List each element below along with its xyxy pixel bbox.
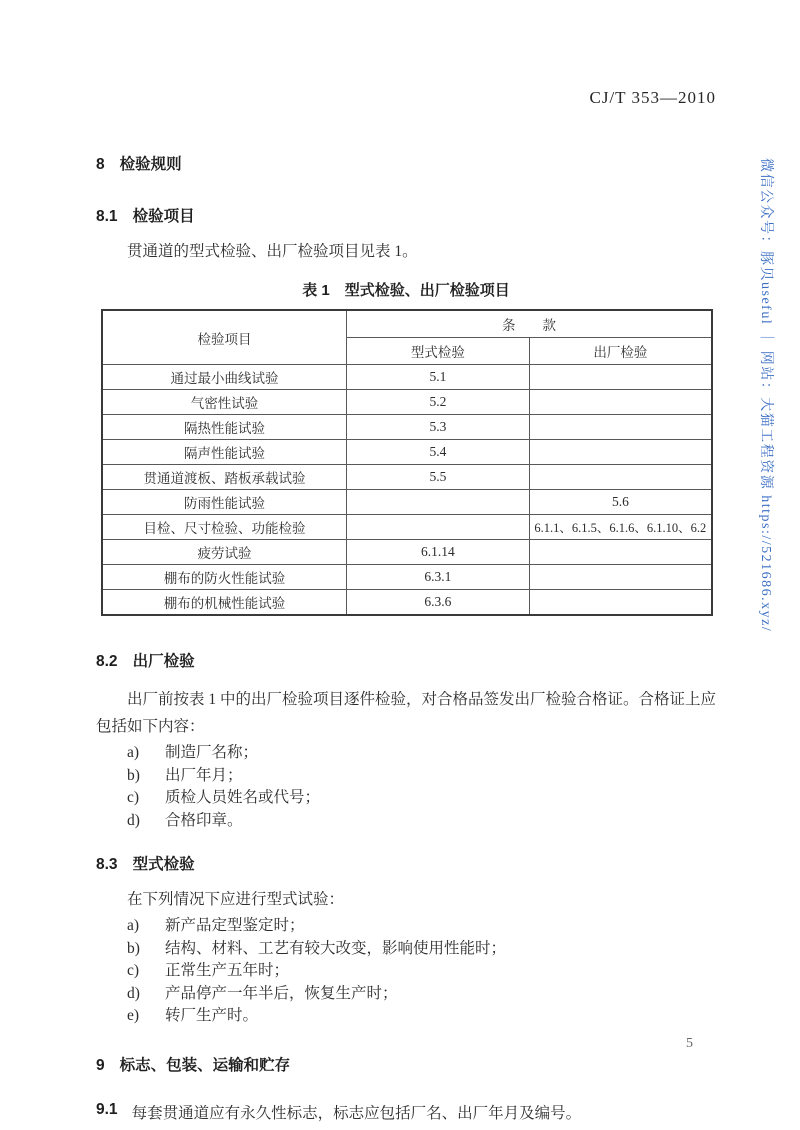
section-number: 8 xyxy=(96,156,105,173)
list-marker: c) xyxy=(127,962,140,979)
cell-type xyxy=(347,490,530,515)
list-text: 质检人员姓名或代号； xyxy=(165,789,321,806)
document-code: CJ/T 353—2010 xyxy=(589,88,716,107)
section-9-1-line xyxy=(96,1101,716,1123)
section-title: 检验项目 xyxy=(132,208,195,225)
list-item xyxy=(127,938,716,961)
cell-factory xyxy=(529,590,712,616)
list-text: 结构、材料、工艺有较大改变，影响使用性能时； xyxy=(165,939,507,957)
list-text: 产品停产一年半后，恢复生产时； xyxy=(165,984,398,1002)
table-row xyxy=(102,540,712,565)
list-marker: b) xyxy=(127,766,140,784)
cell-type: 5.1 xyxy=(347,365,530,390)
list-marker: a) xyxy=(127,744,140,761)
list-item xyxy=(127,787,716,810)
section-title: 出厂检验 xyxy=(132,653,195,670)
section-number: 9 xyxy=(96,1056,105,1074)
cell-item: 棚布的机械性能试验 xyxy=(102,590,347,616)
cell-factory: 6.1.1、6.1.5、6.1.6、6.1.10、6.2 xyxy=(529,515,712,540)
list-text: 正常生产五年时； xyxy=(165,962,290,979)
cell-factory xyxy=(529,440,712,465)
cell-type: 5.3 xyxy=(347,415,530,440)
section-8-3-paragraph: 在下列情况下应进行型式试验： xyxy=(127,891,345,908)
header-cell-item: 检验项目 xyxy=(102,310,347,365)
table-row xyxy=(102,365,712,390)
cell-item: 隔热性能试验 xyxy=(102,415,347,440)
list-item xyxy=(127,1005,716,1028)
table-row xyxy=(102,415,712,440)
list-item xyxy=(127,915,716,938)
section-8-heading xyxy=(96,152,716,174)
table-row xyxy=(102,440,712,465)
header-cell-clause: 条 款 xyxy=(347,310,713,338)
table-header-row xyxy=(102,310,712,338)
list-text: 制造厂名称； xyxy=(165,744,259,761)
list-marker: b) xyxy=(127,939,140,957)
cell-item: 隔声性能试验 xyxy=(102,440,347,465)
list-item xyxy=(127,960,716,983)
list-text: 新产品定型鉴定时； xyxy=(165,917,305,934)
cell-item: 疲劳试验 xyxy=(102,540,347,565)
page-content xyxy=(96,0,716,1123)
section-title: 标志、包装、运输和贮存 xyxy=(119,1056,291,1074)
list-marker: a) xyxy=(127,917,140,934)
list-item xyxy=(127,765,716,788)
list-item xyxy=(127,742,716,765)
cell-item: 贯通道渡板、踏板承载试验 xyxy=(102,465,347,490)
section-8-3-heading xyxy=(96,852,716,874)
section-number: 8.2 xyxy=(96,653,118,670)
section-8-3-list xyxy=(96,915,716,1028)
clause-text: 每套贯通道应有永久性标志，标志应包括厂名、出厂年月及编号。 xyxy=(131,1104,582,1122)
cell-item: 目检、尺寸检验、功能检验 xyxy=(102,515,347,540)
list-item xyxy=(127,810,716,833)
list-text: 转厂生产时。 xyxy=(165,1007,259,1024)
cell-type: 5.2 xyxy=(347,390,530,415)
list-item xyxy=(127,983,716,1006)
cell-factory xyxy=(529,415,712,440)
section-8-2-paragraph: 出厂前按表 1 中的出厂检验项目逐件检验，对合格品签发出厂检验合格证。合格证上应包括如下内容： xyxy=(96,691,717,735)
cell-factory xyxy=(529,390,712,415)
cell-factory xyxy=(529,565,712,590)
table-row xyxy=(102,565,712,590)
section-title: 型式检验 xyxy=(132,856,195,873)
section-number: 8.3 xyxy=(96,856,118,873)
header-cell-factory: 出厂检验 xyxy=(529,338,712,365)
cell-type: 6.1.14 xyxy=(347,540,530,565)
cell-item: 防雨性能试验 xyxy=(102,490,347,515)
cell-type: 6.3.6 xyxy=(347,590,530,616)
cell-type: 5.5 xyxy=(347,465,530,490)
section-8-1-paragraph: 贯通道的型式检验、出厂检验项目见表 1。 xyxy=(127,243,418,260)
header-cell-type: 型式检验 xyxy=(347,338,530,365)
table-1 xyxy=(101,309,713,616)
section-9-heading xyxy=(96,1053,716,1075)
watermark-text: 微信公众号：豚贝useful ｜ 网站：大猫工程资源 https://521686.xyz/ xyxy=(758,158,773,633)
list-text: 合格印章。 xyxy=(165,811,243,829)
table-row xyxy=(102,590,712,616)
list-marker: d) xyxy=(127,811,140,829)
cell-factory xyxy=(529,540,712,565)
list-marker: d) xyxy=(127,984,140,1002)
page-number: 5 xyxy=(686,1036,693,1051)
table-row xyxy=(102,490,712,515)
table-row xyxy=(102,515,712,540)
cell-factory xyxy=(529,465,712,490)
list-marker: c) xyxy=(127,789,140,806)
table-row xyxy=(102,390,712,415)
section-8-2-heading xyxy=(96,649,716,671)
cell-type: 6.3.1 xyxy=(347,565,530,590)
cell-item: 通过最小曲线试验 xyxy=(102,365,347,390)
section-number: 8.1 xyxy=(96,208,118,225)
cell-item: 棚布的防火性能试验 xyxy=(102,565,347,590)
section-8-1-heading xyxy=(96,204,716,226)
list-marker: e) xyxy=(127,1007,140,1024)
clause-number: 9.1 xyxy=(96,1100,118,1118)
section-8-2-list xyxy=(96,742,716,832)
section-title: 检验规则 xyxy=(119,156,182,173)
cell-factory xyxy=(529,365,712,390)
list-text: 出厂年月； xyxy=(165,766,243,784)
cell-type xyxy=(347,515,530,540)
cell-factory: 5.6 xyxy=(529,490,712,515)
cell-item: 气密性试验 xyxy=(102,390,347,415)
table-1-caption: 表 1 型式检验、出厂检验项目 xyxy=(302,282,510,299)
table-row xyxy=(102,465,712,490)
cell-type: 5.4 xyxy=(347,440,530,465)
